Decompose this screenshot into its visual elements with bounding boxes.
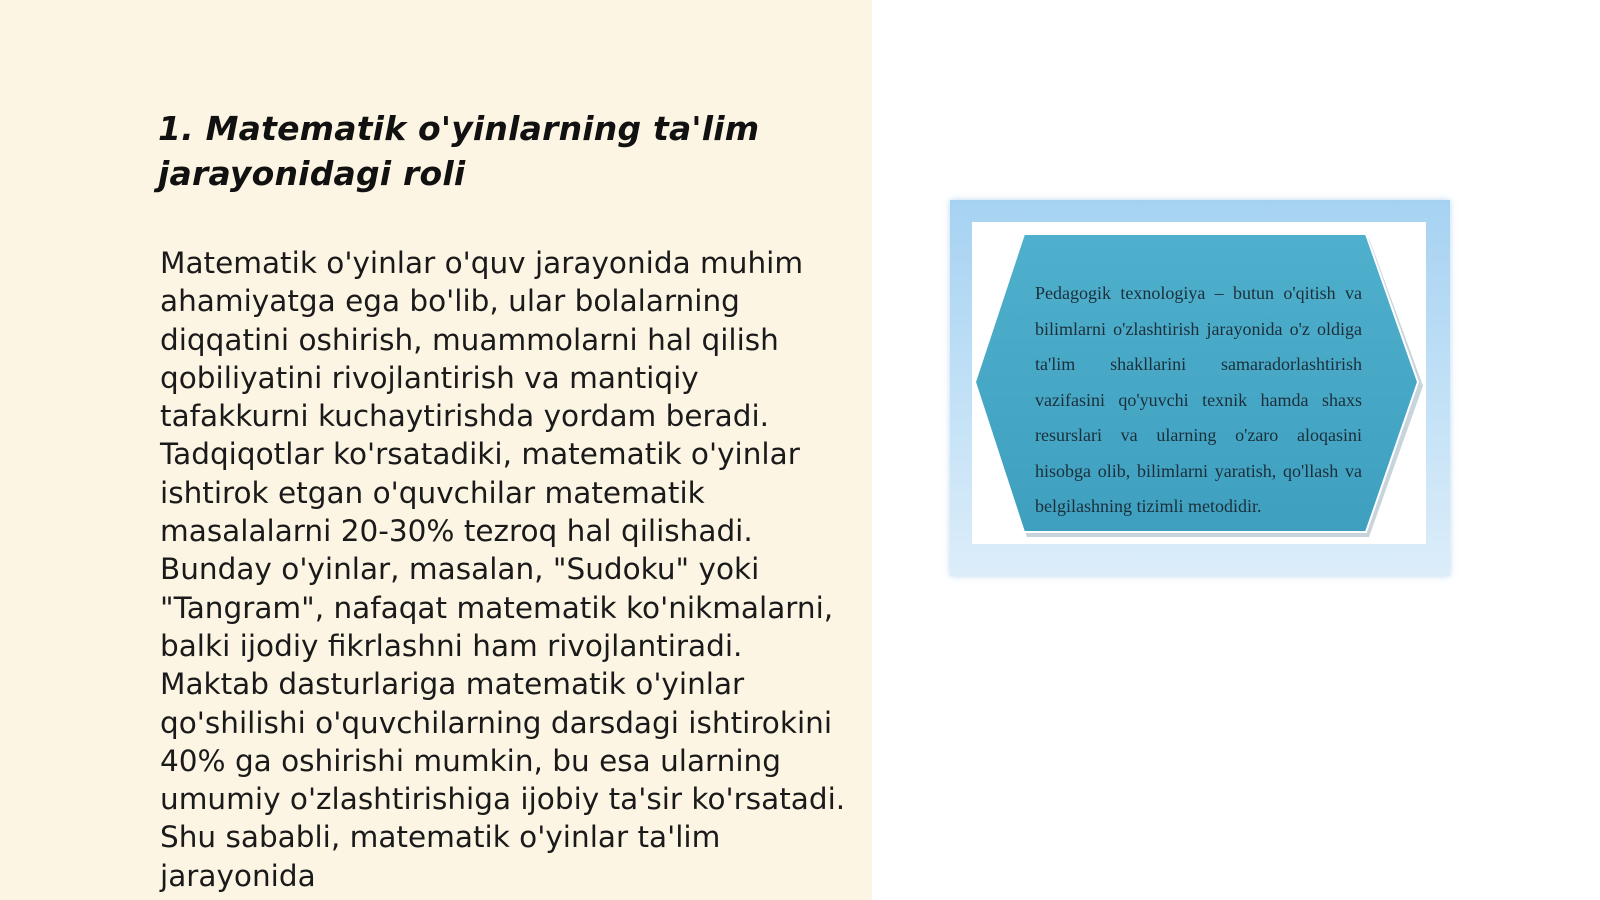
slide-body-text: Matematik o'yinlar o'quv jarayonida muhim ahamiyatga ega bo'lib, ular bolalarning diqqatini oshirish, muammolarni hal qilish qobiliyatini rivojlantirish va mantiqiy tafakkurni kuchaytirishda yordam beradi. Tadqiqotlar ko'rsatadiki, matematik o'yinlar ishtirok etgan o'quvchilar matematik masalalarni 20-30% tezroq hal qilishadi. Bunday o'yinlar, masalan, "Sudoku" yoki "Tangram", nafaqat matematik ko'nikmalarni, balki ijodiy fikrlashni ham rivojlantiradi. Maktab dasturlariga matematik o'yinlar qo'shilishi o'quvchilarning darsdagi ishtirokini 40% ga oshirishi mumkin, bu esa ularning umumiy o'zlashtirishiga ijobiy ta'sir ko'rsatadi. Shu sababli, matematik o'yinlar ta'lim jarayonida [160, 246, 846, 893]
hexagon-text: Pedagogik texnologiya – butun o'qitish va bilimlarni o'zlashtirish jarayonida o'z oldiga ta'lim shakllarini samaradorlashtirish vazifasini qo'yuvchi texnik hamda shaxs resurslari va ularning o'zaro aloqasini hisobga olib, bilimlarni yaratish, qo'llash va belgilashning tizimli metodidir. [1035, 283, 1362, 516]
slide-title: 1. Matematik o'yinlarning ta'lim jarayonidagi roli [158, 109, 760, 193]
